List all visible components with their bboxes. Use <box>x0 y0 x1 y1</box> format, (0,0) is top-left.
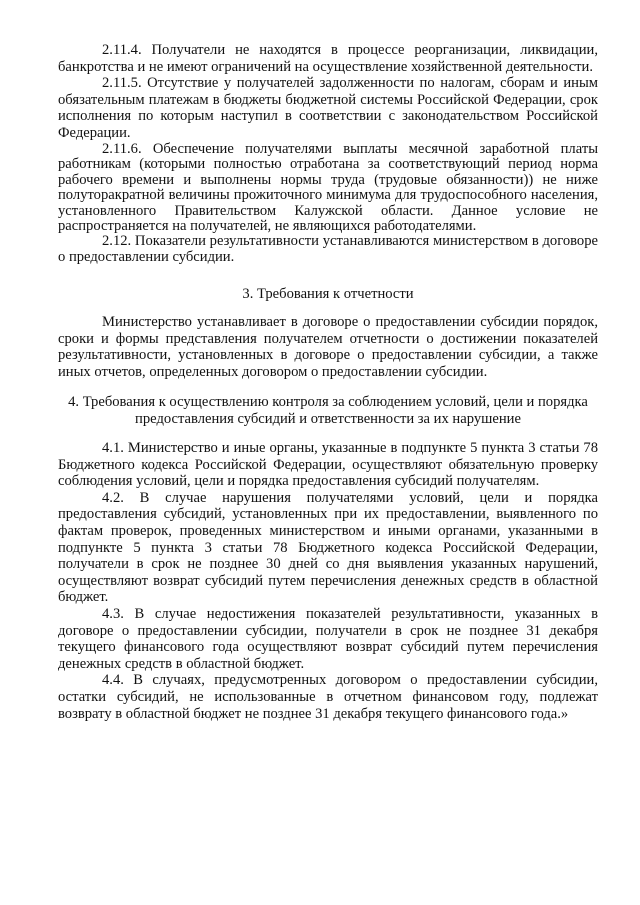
clause-4-1: 4.1. Министерство и иные органы, указанные в подпункте 5 пункта 3 статьи 78 Бюджетного кодекса Российской Федерации, осуществляют обязательную проверку соблюдения условий, цели и порядка предоставления субсидий получателям. <box>58 440 598 490</box>
section-4-heading: 4. Требования к осуществлению контроля за соблюдением условий, цели и порядка предоставления субсидий и ответственности за их нарушение <box>68 394 588 427</box>
clause-2-12: 2.12. Показатели результативности устанавливаются министерством в договоре о предоставлении субсидии. <box>58 233 598 265</box>
clause-2-11-6: 2.11.6. Обеспечение получателями выплаты месячной заработной платы работникам (которыми полностью отработана за соответствующий период норма рабочего времени и выполнены нормы труда (трудовые обязанности)) не ниже полуторакратной величины прожиточного минимума для трудоспособного населения, установленного Правительством Калужской области. Данное условие не распространяется на получателей, не являющихся работодателями. <box>58 141 598 235</box>
clauses-2-11-4-2-11-5 <box>58 42 598 142</box>
clause-4-3: 4.3. В случае недостижения показателей результативности, указанных в договоре о предоставлении субсидии, получатели в срок не позднее 31 декабря текущего финансового года осуществляют возврат субсидий путем перечисления денежных средств в областной бюджет. <box>58 605 598 672</box>
clauses-2-11-6-2-12 <box>58 142 598 265</box>
section-4-body <box>58 440 598 722</box>
clause-4-2: 4.2. В случае нарушения получателями условий, цели и порядка предоставления субсидий, установленных при их предоставлении, выявленного по фактам проверок, проведенных министерством и иными органами, указанными в подпункте 5 пункта 3 статьи 78 Бюджетного кодекса Российской Федерации, получатели в срок не позднее 30 дней со дня выявления указанных нарушений, осуществляют возврат субсидий путем перечисления денежных средств в областной бюджет. <box>58 489 598 606</box>
section-3-heading-block <box>58 286 598 303</box>
clause-2-11-4: 2.11.4. Получатели не находятся в процессе реорганизации, ликвидации, банкротства и не имеют ограничений на осуществление хозяйственной деятельности. <box>58 42 598 75</box>
section-3-body <box>58 314 598 380</box>
section-4-heading-block <box>58 394 598 427</box>
clause-4-4: 4.4. В случаях, предусмотренных договором о предоставлении субсидии, остатки субсидий, не использованные в отчетном финансовом году, подлежат возврату в областной бюджет не позднее 31 декабря текущего финансового года.» <box>58 672 598 722</box>
section-3-heading: 3. Требования к отчетности <box>242 286 414 302</box>
section-3-paragraph: Министерство устанавливает в договоре о предоставлении субсидии порядок, сроки и формы представления получателем отчетности о достижении показателей результативности, установленных в договоре о предоставлении субсидии, а также иных отчетов, определенных договором о предоставлении субсидии. <box>58 314 598 380</box>
clause-2-11-5: 2.11.5. Отсутствие у получателей задолженности по налогам, сборам и иным обязательным платежам в бюджеты бюджетной системы Российской Федерации, срок исполнения по которым наступил в соответствии с законодательством Российской Федерации. <box>58 75 598 141</box>
